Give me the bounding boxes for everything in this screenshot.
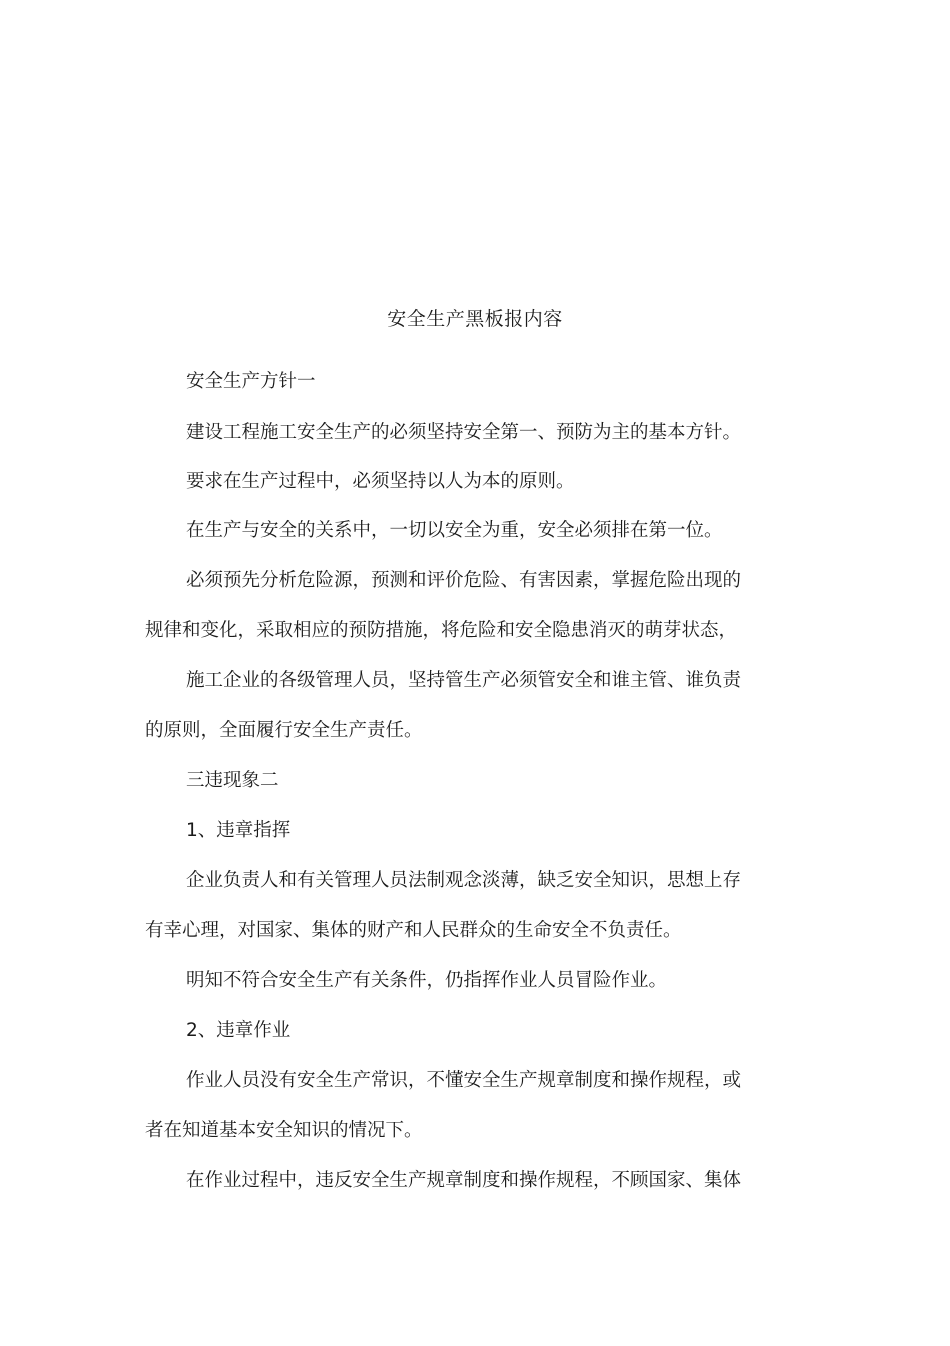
paragraph-line: 企业负责人和有关管理人员法制观念淡薄，缺乏安全知识，思想上存: [186, 870, 742, 891]
paragraph-line: 明知不符合安全生产有关条件，仍指挥作业人员冒险作业。: [186, 970, 668, 991]
paragraph-line: 施工企业的各级管理人员，坚持管生产必须管安全和谁主管、谁负责: [186, 670, 742, 691]
paragraph-line: 有幸心理，对国家、集体的财产和人民群众的生命安全不负责任。: [145, 920, 682, 941]
subheading-illegal-command: 1、违章指挥: [186, 820, 291, 841]
subheading-illegal-operation: 2、违章作业: [186, 1020, 291, 1041]
paragraph-line: 作业人员没有安全生产常识，不懂安全生产规章制度和操作规程，或: [186, 1070, 742, 1091]
document-title: 安全生产黑板报内容: [387, 308, 563, 330]
paragraph-line: 的原则，全面履行安全生产责任。: [145, 720, 423, 741]
paragraph-line: 在作业过程中，违反安全生产规章制度和操作规程，不顾国家、集体: [186, 1170, 742, 1191]
section-heading-three-violations: 三违现象二: [186, 770, 279, 791]
paragraph-line: 在生产与安全的关系中，一切以安全为重，安全必须排在第一位。: [186, 520, 723, 541]
paragraph-line: 要求在生产过程中，必须坚持以人为本的原则。: [186, 471, 575, 492]
paragraph-line: 必须预先分析危险源，预测和评价危险、有害因素，掌握危险出现的: [186, 570, 742, 591]
paragraph-line: 规律和变化，采取相应的预防措施，将危险和安全隐患消灭的萌芽状态，: [145, 620, 738, 641]
paragraph-line: 建设工程施工安全生产的必须坚持安全第一、预防为主的基本方针。: [186, 422, 742, 443]
section-heading-safety-policy: 安全生产方针一: [186, 371, 316, 392]
paragraph-line: 者在知道基本安全知识的情况下。: [145, 1120, 423, 1141]
